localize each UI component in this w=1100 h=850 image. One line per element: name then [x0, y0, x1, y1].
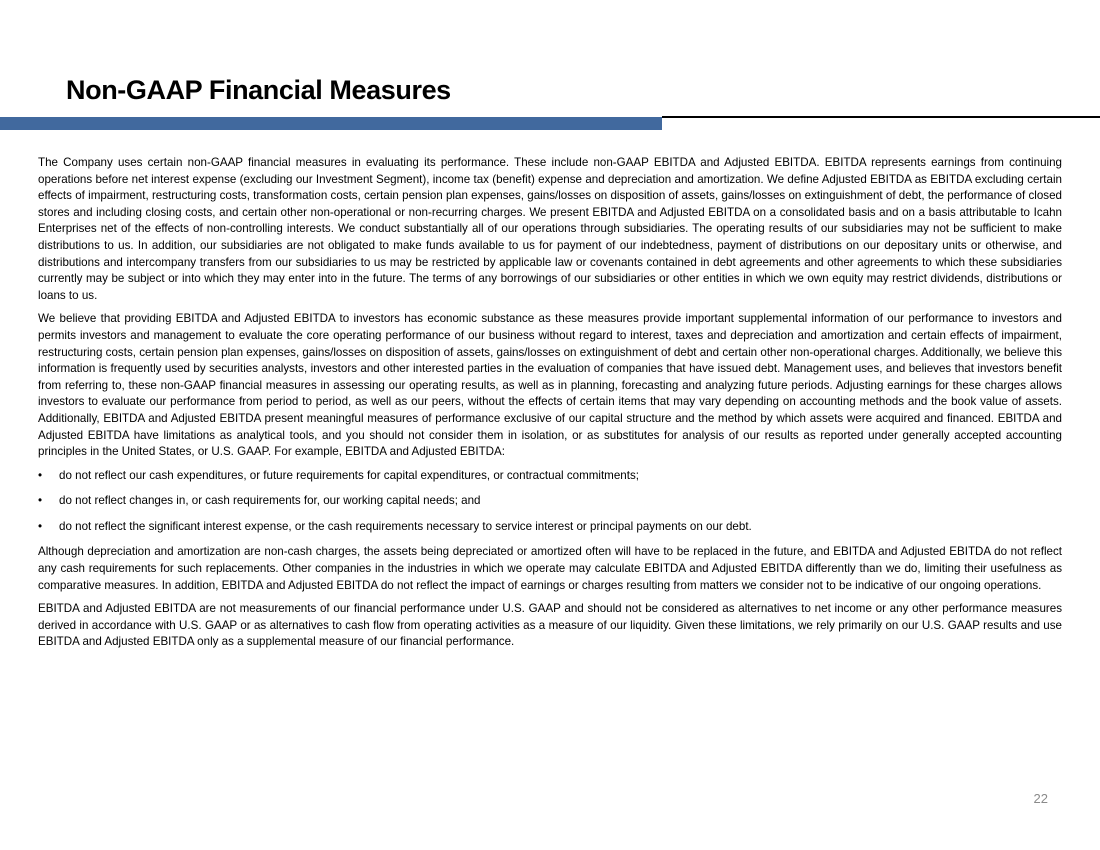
bullet-icon: • [38, 494, 43, 508]
paragraph-rationale: We believe that providing EBITDA and Adjusted EBITDA to investors has economic substance as these measures provide important supplemental information of our performance to investors and permits investors and management to evaluate the core operating performance of our business without regard to interest, taxes and depreciation and amortization and certain effects of impairment, restructuring costs, certain pension plan expenses, gains/losses on disposition of assets, gains/losses on extinguishment of debt and certain other non-operational charges. Additionally, we believe this information is frequently used by securities analysts, investors and other interested parties in the evaluation of companies that have issued debt. Management uses, and believes that investors benefit from referring to, these non-GAAP financial measures in assessing our operating results, as well as in planning, forecasting and analyzing future periods. Adjusting earnings for these charges allows investors to evaluate our performance from period to period, as well as our peers, without the effects of certain items that may vary depending on accounting methods and the book value of assets. Additionally, EBITDA and Adjusted EBITDA present meaningful measures of performance exclusive of our capital structure and the method by which assets were acquired and financed. EBITDA and Adjusted EBITDA have limitations as analytical tools, and you should not consider them in isolation, or as substitutes for analysis of our results as reported under generally accepted accounting principles in the United States, or U.S. GAAP. For example, EBITDA and Adjusted EBITDA: [38, 312, 1062, 459]
list-item-text: do not reflect our cash expenditures, or future requirements for capital expenditures, or contractual commitments; [59, 468, 639, 482]
body-text [38, 155, 1062, 658]
bullet-icon: • [38, 468, 43, 482]
list-item [38, 493, 1062, 510]
title-accent-bar [0, 117, 662, 130]
title-divider-line [662, 116, 1100, 118]
limitations-list [38, 468, 1062, 536]
list-item [38, 468, 1062, 485]
paragraph-depreciation: Although depreciation and amortization are non-cash charges, the assets being depreciated or amortized often will have to be replaced in the future, and EBITDA and Adjusted EBITDA do not reflect any cash requirements for such replacements. Other companies in the industries in which we operate may calculate EBITDA and Adjusted EBITDA differently than we do, limiting their usefulness as comparative measures. In addition, EBITDA and Adjusted EBITDA do not reflect the impact of earnings or charges resulting from matters we consider not to be indicative of our ongoing operations. [38, 545, 1062, 592]
bullet-icon: • [38, 519, 43, 533]
page-title: Non-GAAP Financial Measures [66, 75, 451, 105]
paragraph-gaap-disclaimer: EBITDA and Adjusted EBITDA are not measurements of our financial performance under U.S. GAAP and should not be considered as alternatives to net income or any other performance measures derived in accordance with U.S. GAAP or as alternatives to cash flow from operating activities as a measure of our liquidity. Given these limitations, we rely primarily on our U.S. GAAP results and use EBITDA and Adjusted EBITDA only as a supplemental measure of our financial performance. [38, 602, 1062, 649]
list-item [38, 519, 1062, 536]
paragraph-definitions: The Company uses certain non-GAAP financial measures in evaluating its performance. These include non-GAAP EBITDA and Adjusted EBITDA. EBITDA represents earnings from continuing operations before net interest expense (excluding our Investment Segment), income tax (benefit) expense and depreciation and amortization. We define Adjusted EBITDA as EBITDA excluding certain effects of impairment, restructuring costs, transformation costs, certain pension plan expenses, gains/losses on disposition of assets, gains/losses on extinguishment of debt, the performance of closed stores and including closing costs, and certain other non-operational or non-recurring charges. We present EBITDA and Adjusted EBITDA on a consolidated basis and on a basis attributable to Icahn Enterprises net of the effects of non-controlling interests. We conduct substantially all of our operations through subsidiaries. The operating results of our subsidiaries may not be sufficient to make distributions to us. In addition, our subsidiaries are not obligated to make funds available to us for payment of our indebtedness, payment of distributions on our depositary units or otherwise, and distributions and intercompany transfers from our subsidiaries to us may be restricted by applicable law or covenants contained in debt agreements and other agreements to which these subsidiaries currently may be subject or into which they may enter into in the future. The terms of any borrowings of our subsidiaries or other entities in which we own equity may restrict dividends, distributions or loans to us. [38, 156, 1062, 302]
list-item-text: do not reflect changes in, or cash requirements for, our working capital needs; and [59, 494, 481, 508]
list-item-text: do not reflect the significant interest expense, or the cash requirements necessary to service interest or principal payments on our debt. [59, 519, 752, 533]
page-number: 22 [1033, 791, 1048, 806]
